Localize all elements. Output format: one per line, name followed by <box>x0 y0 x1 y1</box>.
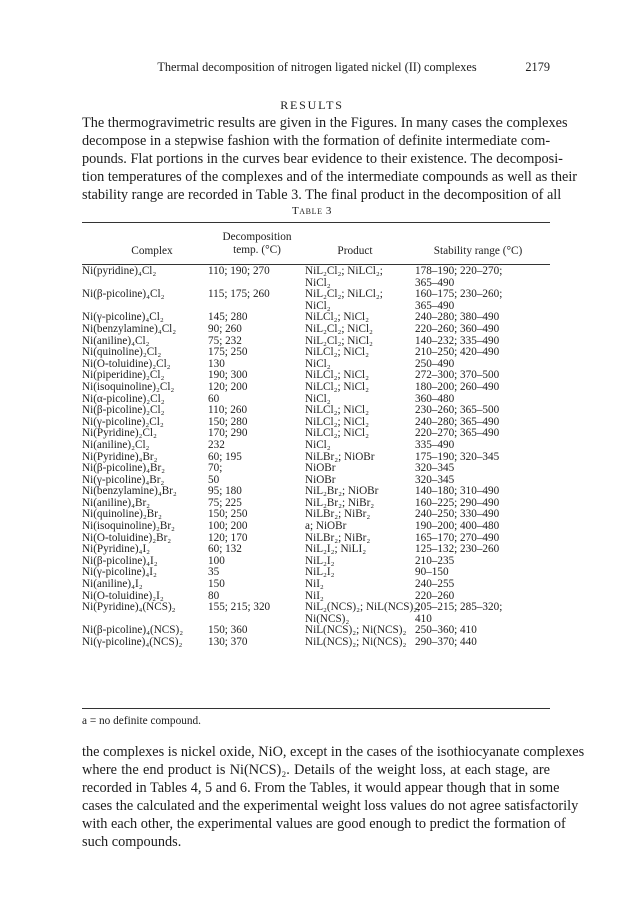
paragraph-intro <box>82 114 578 204</box>
cell-complex: Ni(β-picoline)₄I₂ <box>82 554 158 567</box>
product-line: Ni(NCS)₂ <box>305 612 350 625</box>
cell-product <box>305 289 383 312</box>
product-line: NiLBr₂; NiBr₂ <box>305 531 371 544</box>
stability-line: 190–200; 400–480 <box>415 520 500 533</box>
cell-complex: Ni(β-picoline)₄(NCS)₂ <box>82 624 184 637</box>
stability-line: 220–260 <box>415 589 455 602</box>
cell-decomposition-temp: 150 <box>208 578 225 591</box>
stability-line: 360–480 <box>415 392 455 405</box>
cell-product <box>305 324 373 336</box>
paragraph-line: such compounds. <box>82 834 182 850</box>
paragraph-line: The thermogravimetric results are given in the Figures. In many cases the complexes <box>82 115 568 131</box>
cell-decomposition-temp: 70; <box>208 462 223 475</box>
product-line: NiLCl₂; NiCl₂ <box>305 415 370 428</box>
cell-complex: Ni(quinoline)₂Br₂ <box>82 508 162 521</box>
product-line: a; NiOBr <box>305 520 347 533</box>
header-decomposition-temp: Decomposition temp. (°C) <box>222 231 292 256</box>
stability-line: 230–260; 365–500 <box>415 404 500 417</box>
product-line: NiL(NCS)₂; Ni(NCS)₂ <box>305 636 407 648</box>
cell-decomposition-temp: 150; 250 <box>208 508 248 521</box>
table-row <box>82 324 552 336</box>
table-row <box>82 637 552 649</box>
header-complex: Complex <box>131 245 173 257</box>
cell-stability-range <box>415 405 499 417</box>
cell-decomposition-temp: 130; 370 <box>208 636 248 648</box>
cell-product <box>305 347 369 359</box>
stability-line: 180–200; 260–490 <box>415 380 500 393</box>
stability-line: 90–150 <box>415 566 449 579</box>
product-line: NiCl₂ <box>305 392 331 405</box>
cell-decomposition-temp: 75; 225 <box>208 496 242 509</box>
cell-complex: Ni(pyridine)₄Cl₂ <box>82 265 157 277</box>
product-line: NiOBr <box>305 462 336 475</box>
paragraph-line: pounds. Flat portions in the curves bear evidence to their existence. The decomposi- <box>82 151 563 167</box>
paragraph-line: decompose in a stepwise fashion with the formation of definite intermediate com- <box>82 133 551 149</box>
table-footnote: a = no definite compound. <box>82 715 201 727</box>
cell-stability-range <box>415 463 454 475</box>
cell-decomposition-temp: 115; 175; 260 <box>208 288 270 301</box>
product-line: NiLCl₂; NiCl₂ <box>305 427 370 440</box>
page-number: 2179 <box>525 60 550 74</box>
cell-decomposition-temp: 232 <box>208 438 225 451</box>
cell-complex: Ni(O-toluidine)₂I₂ <box>82 589 164 602</box>
cell-stability-range <box>415 602 502 625</box>
stability-line: 320–345 <box>415 473 455 486</box>
stability-line: 410 <box>415 612 432 625</box>
cell-product <box>305 463 335 475</box>
cell-decomposition-temp: 145; 280 <box>208 311 248 324</box>
stability-line: 272–300; 370–500 <box>415 369 500 382</box>
cell-decomposition-temp: 95; 180 <box>208 485 242 498</box>
table-row <box>82 405 552 417</box>
table-row <box>82 463 552 475</box>
stability-line: 240–280; 365–490 <box>415 415 500 428</box>
cell-decomposition-temp: 155; 215; 320 <box>208 601 271 614</box>
stability-line: 205–215; 285–320; <box>415 601 503 614</box>
table-body <box>82 266 552 649</box>
cell-decomposition-temp: 110; 260 <box>208 404 248 417</box>
table-row <box>82 382 552 394</box>
stability-line: 250–360; 410 <box>415 624 477 637</box>
cell-complex: Ni(aniline)₄Br₂ <box>82 496 151 509</box>
product-line: NiLCl₂; NiCl₂ <box>305 311 370 324</box>
cell-decomposition-temp: 60; 132 <box>208 543 242 556</box>
stability-line: 240–280; 380–490 <box>415 311 500 324</box>
cell-product <box>305 405 369 417</box>
cell-complex: Ni(Pyridine)₂Cl₂ <box>82 427 157 440</box>
cell-decomposition-temp: 50 <box>208 473 220 486</box>
cell-stability-range <box>415 637 477 649</box>
stability-line: 320–345 <box>415 462 455 475</box>
product-line: NiL₂I₂ <box>305 554 335 567</box>
cell-decomposition-temp: 150; 280 <box>208 415 248 428</box>
cell-stability-range <box>415 289 502 312</box>
cell-stability-range <box>415 347 499 359</box>
product-line: NiOBr <box>305 473 336 486</box>
paragraph-line: recorded in Tables 4, 5 and 6. From the Tables, it would appear though that in some <box>82 780 560 796</box>
product-line: NiCl₂ <box>305 357 331 370</box>
product-line: NiL₂I₂ <box>305 566 335 579</box>
stability-line: 210–235 <box>415 554 455 567</box>
cell-decomposition-temp: 150; 360 <box>208 624 248 637</box>
cell-complex: Ni(O-toluidine)₂Cl₂ <box>82 357 171 370</box>
stability-line: 160–225; 290–490 <box>415 496 500 509</box>
product-line: NiCl₂ <box>305 438 331 451</box>
stability-line: 160–175; 230–260; <box>415 288 503 301</box>
product-line: NiL(NCS)₂; Ni(NCS)₂ <box>305 624 407 637</box>
cell-complex: Ni(O-toluidine)₂Br₂ <box>82 531 172 544</box>
stability-line: 365–490 <box>415 276 455 289</box>
product-line: NiLCl₂; NiCl₂ <box>305 380 370 393</box>
table-top-rule <box>82 222 550 223</box>
cell-decomposition-temp: 60 <box>208 392 220 405</box>
stability-line: 220–270; 365–490 <box>415 427 500 440</box>
stability-line: 220–260; 360–490 <box>415 322 500 335</box>
cell-product <box>305 579 324 591</box>
cell-complex: Ni(γ-picoline)₄I₂ <box>82 566 157 579</box>
cell-decomposition-temp: 130 <box>208 357 225 370</box>
cell-decomposition-temp: 100; 200 <box>208 520 248 533</box>
header-stability-range: Stability range (°C) <box>433 245 523 257</box>
cell-product <box>305 602 420 625</box>
table-title: Table 3 <box>291 205 333 217</box>
cell-decomposition-temp: 170; 290 <box>208 427 248 440</box>
product-line: NiI₂ <box>305 589 324 602</box>
stability-line: 250–490 <box>415 357 455 370</box>
product-line: NiL₂Br₂; NiBr₂ <box>305 496 375 509</box>
product-line: NiLBr₂; NiBr₂ <box>305 508 371 521</box>
product-line: NiL₂Br₂; NiOBr <box>305 485 379 498</box>
cell-complex: Ni(piperidine)₂Cl₂ <box>82 369 165 382</box>
cell-complex: Ni(γ-picoline)₂Cl₂ <box>82 415 164 428</box>
cell-complex: Ni(Pyridine)₄(NCS)₂ <box>82 601 176 614</box>
cell-complex: Ni(β-picoline)₄Cl₂ <box>82 288 165 301</box>
cell-complex: Ni(isoquinoline)₂Cl₂ <box>82 380 175 393</box>
stability-line: 240–250; 330–490 <box>415 508 500 521</box>
cell-decomposition-temp: 75; 232 <box>208 334 242 347</box>
stability-line: 365–490 <box>415 299 455 312</box>
cell-decomposition-temp: 90; 260 <box>208 322 242 335</box>
cell-complex: Ni(β-picoline)₄Br₂ <box>82 462 166 475</box>
product-line: NiLCl₂; NiCl₂ <box>305 369 370 382</box>
cell-stability-range <box>415 440 454 452</box>
stability-line: 178–190; 220–270; <box>415 265 503 277</box>
product-line: NiLCl₂; NiCl₂ <box>305 346 370 359</box>
cell-complex: Ni(isoquinoline)₂Br₂ <box>82 520 175 533</box>
product-line: NiCl₂ <box>305 276 331 289</box>
cell-stability-range <box>415 324 499 336</box>
product-line: NiL₂Cl₂; NiLCl₂; <box>305 265 383 277</box>
product-line: NiL₂I₂; NiLI₂ <box>305 543 367 556</box>
cell-complex: Ni(quinoline)₂Cl₂ <box>82 346 162 359</box>
cell-complex: Ni(aniline)₂Cl₂ <box>82 438 150 451</box>
cell-stability-range <box>415 579 454 591</box>
cell-decomposition-temp: 110; 190; 270 <box>208 265 270 277</box>
table-row <box>82 289 552 312</box>
cell-decomposition-temp: 60; 195 <box>208 450 242 463</box>
product-line: NiI₂ <box>305 578 324 591</box>
cell-complex: Ni(benzylamine)₄Br₂ <box>82 485 177 498</box>
product-line: NiL₂Cl₂; NiLCl₂; <box>305 288 383 301</box>
cell-product <box>305 266 383 289</box>
table-row <box>82 579 552 591</box>
product-line: NiLCl₂; NiCl₂ <box>305 404 370 417</box>
stability-line: 125–132; 230–260 <box>415 543 500 556</box>
cell-complex: Ni(α-picoline)₂Cl₂ <box>82 392 165 405</box>
section-heading: RESULTS <box>280 98 344 112</box>
stability-line: 175–190; 320–345 <box>415 450 500 463</box>
product-line: NiL₂(NCS)₂; NiL(NCS)₂; <box>305 601 421 614</box>
cell-decomposition-temp: 80 <box>208 589 220 602</box>
stability-line: 210–250; 420–490 <box>415 346 500 359</box>
table-row <box>82 602 552 625</box>
cell-decomposition-temp: 100 <box>208 554 225 567</box>
running-title: Thermal decomposition of nitrogen ligated nickel (II) complexes <box>157 60 477 74</box>
product-line: NiLBr₂; NiOBr <box>305 450 375 463</box>
cell-complex: Ni(β-picoline)₂Cl₂ <box>82 404 165 417</box>
cell-product <box>305 521 346 533</box>
cell-complex: Ni(benzylamine)₄Cl₂ <box>82 322 177 335</box>
product-line: NiL₂Cl₂; NiCl₂ <box>305 322 373 335</box>
cell-product <box>305 382 369 394</box>
cell-decomposition-temp: 120; 170 <box>208 531 248 544</box>
cell-complex: Ni(γ-picoline)₄Cl₂ <box>82 311 164 324</box>
table-bottom-rule <box>82 708 550 709</box>
table-row <box>82 440 552 452</box>
paragraph-line: stability range are recorded in Table 3. The final product in the decomposition of all <box>82 187 562 203</box>
cell-product <box>305 637 406 649</box>
cell-stability-range <box>415 266 502 289</box>
stability-line: 140–180; 310–490 <box>415 485 500 498</box>
cell-complex: Ni(γ-picoline)₄Br₂ <box>82 473 165 486</box>
stability-line: 335–490 <box>415 438 455 451</box>
cell-stability-range <box>415 521 499 533</box>
stability-line: 165–170; 270–490 <box>415 531 500 544</box>
header-product: Product <box>337 245 373 257</box>
cell-stability-range <box>415 382 499 394</box>
paragraph-line: the complexes is nickel oxide, NiO, except in the cases of the isothiocyanate complexes <box>82 744 585 760</box>
cell-complex: Ni(aniline)₄Cl₂ <box>82 334 150 347</box>
paragraph-conclusion <box>82 743 585 851</box>
table-row <box>82 266 552 289</box>
cell-product <box>305 440 331 452</box>
cell-decomposition-temp: 175; 250 <box>208 346 248 359</box>
cell-complex: Ni(γ-picoline)₄(NCS)₂ <box>82 636 183 648</box>
cell-decomposition-temp: 35 <box>208 566 220 579</box>
cell-decomposition-temp: 190; 300 <box>208 369 248 382</box>
table-row <box>82 347 552 359</box>
paragraph-line: cases the calculated and the experimental weight loss values do not agree satisfactorily <box>82 798 579 814</box>
table-row <box>82 521 552 533</box>
cell-complex: Ni(aniline)₄I₂ <box>82 578 143 591</box>
stability-line: 140–232; 335–490 <box>415 334 500 347</box>
cell-complex: Ni(Pyridine)₄Br₂ <box>82 450 158 463</box>
paragraph-line: with each other, the experimental values are good enough to predict the formation of <box>82 816 566 832</box>
stability-line: 240–255 <box>415 578 455 591</box>
cell-decomposition-temp: 120; 200 <box>208 380 248 393</box>
product-line: NiCl₂ <box>305 299 331 312</box>
paragraph-line: where the end product is Ni(NCS)₂. Details of the weight loss, at each stage, are <box>82 762 550 778</box>
paragraph-line: tion temperatures of the complexes and of the intermediate compounds as well as their <box>82 169 578 185</box>
stability-line: 290–370; 440 <box>415 636 477 648</box>
product-line: NiL₂Cl₂; NiCl₂ <box>305 334 373 347</box>
cell-complex: Ni(Pyridine)₄I₂ <box>82 543 151 556</box>
